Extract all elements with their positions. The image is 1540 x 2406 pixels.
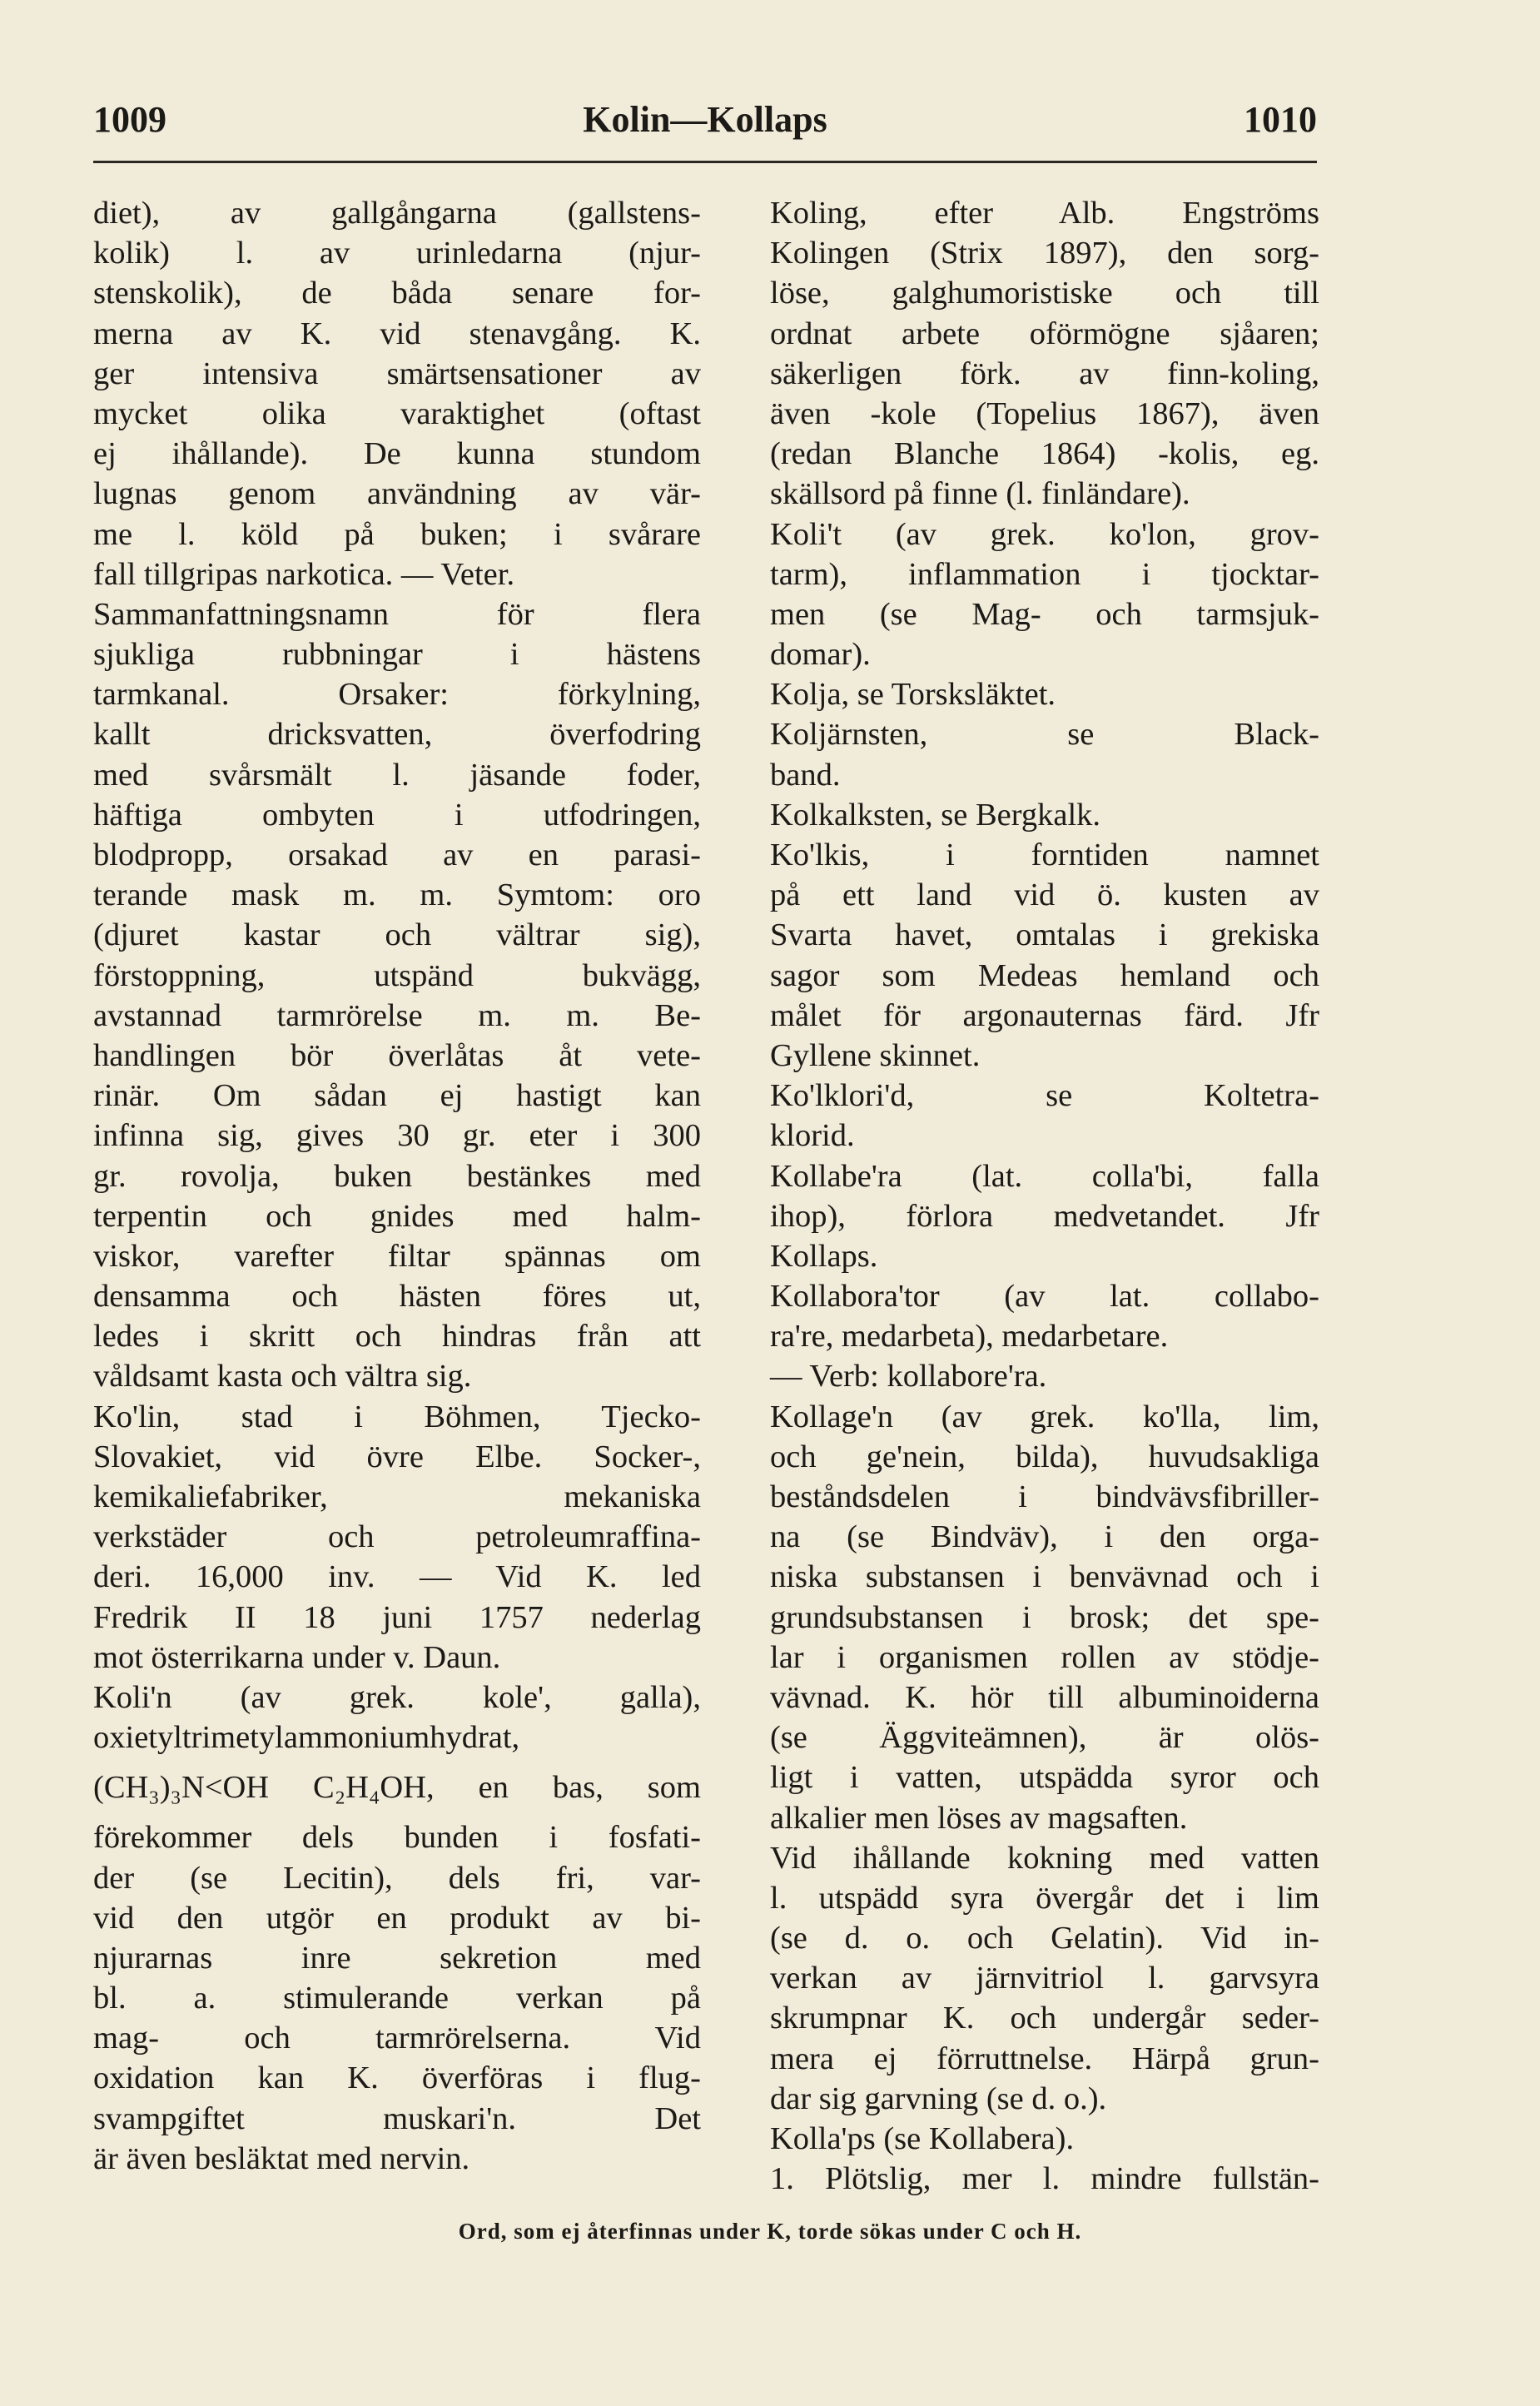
text-line: sagor som Medeas hemland och xyxy=(770,957,1319,993)
text-line: — Verb: kollabore'ra. xyxy=(770,1359,1047,1394)
text-line: kolik) l. av urinledarna (njur- xyxy=(93,236,701,271)
text-line: mot österrikarna under v. Daun. xyxy=(93,1639,501,1675)
text-line: (CH₃)₃N<OH C₂H₄OH, en bas, som xyxy=(93,1770,701,1806)
text-line: med svårsmält l. jäsande foder, xyxy=(93,757,701,793)
text-line: säkerligen förk. av finn-koling, xyxy=(770,355,1319,391)
text-line: avstannad tarmrörelse m. m. Be- xyxy=(93,997,701,1033)
text-line: ihop), förlora medvetandet. Jfr xyxy=(770,1198,1319,1234)
text-line: bl. a. stimulerande verkan på xyxy=(93,1981,701,2016)
text-line: gr. rovolja, buken bestänkes med xyxy=(93,1158,701,1194)
text-line: rinär. Om sådan ej hastigt kan xyxy=(93,1078,701,1114)
text-line: Kolja, se Torsksläktet. xyxy=(770,677,1056,713)
text-line: terpentin och gnides med halm- xyxy=(93,1198,701,1234)
header-rule xyxy=(93,161,1317,163)
text-line: skällsord på finne (l. finländare). xyxy=(770,476,1190,512)
page-footer-note: Ord, som ej återfinnas under K, torde sökas under C och H. xyxy=(458,2219,1082,2244)
text-line: merna av K. vid stenavgång. K. xyxy=(93,316,701,351)
text-line: infinna sig, gives 30 gr. eter i 300 xyxy=(93,1118,701,1154)
text-line: skrumpnar K. och undergår seder- xyxy=(770,2001,1319,2036)
text-line: Ko'lin, stad i Böhmen, Tjecko- xyxy=(93,1399,701,1434)
text-line: kallt dricksvatten, överfodring xyxy=(93,717,701,753)
text-line: oxietyltrimetylammoniumhydrat, xyxy=(93,1720,520,1756)
text-line: l. utspädd syra övergår det i lim xyxy=(770,1880,1319,1916)
text-line: verkstäder och petroleumraffina- xyxy=(93,1519,701,1555)
text-line: Vid ihållande kokning med vatten xyxy=(770,1840,1319,1876)
text-line: löse, galghumoristiske och till xyxy=(770,276,1319,311)
text-line: niska substansen i benvävnad och i xyxy=(770,1559,1319,1595)
text-line: vävnad. K. hör till albuminoiderna xyxy=(770,1679,1319,1715)
text-line: beståndsdelen i bindvävsfibriller- xyxy=(770,1479,1319,1514)
text-line: våldsamt kasta och vältra sig. xyxy=(93,1359,472,1394)
text-line: lugnas genom användning av vär- xyxy=(93,476,701,512)
text-line: densamma och hästen föres ut, xyxy=(93,1279,701,1315)
text-line: tarm), inflammation i tjocktar- xyxy=(770,556,1319,592)
text-line: Kollabora'tor (av lat. collabo- xyxy=(770,1279,1319,1315)
page-header xyxy=(93,98,1317,157)
text-line: blodpropp, orsakad av en parasi- xyxy=(93,838,701,872)
text-line: (se Äggviteämnen), är olös- xyxy=(770,1720,1319,1756)
text-line: domar). xyxy=(770,637,871,673)
text-line: ledes i skritt och hindras från att xyxy=(93,1319,701,1355)
text-line: Kollaps. xyxy=(770,1238,878,1274)
text-line: stenskolik), de båda senare for- xyxy=(93,276,701,311)
text-line: mera ej förruttnelse. Härpå grun- xyxy=(770,2041,1319,2076)
text-line: förstoppning, utspänd bukvägg, xyxy=(93,957,701,993)
text-line: terande mask m. m. Symtom: oro xyxy=(93,877,701,913)
text-line: även -kole (Topelius 1867), även xyxy=(770,395,1319,431)
text-line: Fredrik II 18 juni 1757 nederlag xyxy=(93,1599,701,1635)
text-line: band. xyxy=(770,757,841,793)
text-line: (redan Blanche 1864) -kolis, eg. xyxy=(770,436,1319,472)
text-line: alkalier men löses av magsaften. xyxy=(770,1800,1188,1836)
text-line: na (se Bindväv), i den orga- xyxy=(770,1519,1319,1555)
text-line: grundsubstansen i brosk; det spe- xyxy=(770,1599,1319,1635)
text-line: Koli'n (av grek. kole', galla), xyxy=(93,1679,701,1715)
text-line: ger intensiva smärtsensationer av xyxy=(93,355,701,391)
left-page-number: 1009 xyxy=(93,99,166,140)
text-line: me l. köld på buken; i svårare xyxy=(93,516,701,552)
text-line: deri. 16,000 inv. — Vid K. led xyxy=(93,1559,701,1595)
text-line: är även besläktat med nervin. xyxy=(93,2140,470,2176)
text-line: klorid. xyxy=(770,1118,855,1154)
text-line: tarmkanal. Orsaker: förkylning, xyxy=(93,677,701,713)
text-line: der (se Lecitin), dels fri, var- xyxy=(93,1860,701,1896)
text-line: mag- och tarmrörelserna. Vid xyxy=(93,2021,701,2056)
running-title: Kolin—Kollaps xyxy=(583,99,827,140)
text-line: lar i organismen rollen av stödje- xyxy=(770,1639,1319,1675)
text-line: mycket olika varaktighet (oftast xyxy=(93,395,701,431)
text-line: ej ihållande). De kunna stundom xyxy=(93,436,701,472)
text-line: Ko'lkis, i forntiden namnet xyxy=(770,838,1319,872)
text-line: njurarnas inre sekretion med xyxy=(93,1940,701,1976)
text-line: på ett land vid ö. kusten av xyxy=(770,877,1319,913)
text-line: Koli't (av grek. ko'lon, grov- xyxy=(770,516,1319,552)
text-line: svampgiftet muskari'n. Det xyxy=(93,2100,701,2136)
text-line: (djuret kastar och vältrar sig), xyxy=(93,917,701,953)
text-line: 1. Plötslig, mer l. mindre fullstän- xyxy=(770,2161,1319,2197)
text-line: Gyllene skinnet. xyxy=(770,1037,981,1073)
text-line: kemikaliefabriker, mekaniska xyxy=(93,1479,701,1514)
text-line: diet), av gallgångarna (gallstens- xyxy=(93,196,701,231)
text-line: verkan av järnvitriol l. garvsyra xyxy=(770,1961,1319,1996)
text-line: Kollabe'ra (lat. colla'bi, falla xyxy=(770,1158,1319,1194)
text-line: ligt i vatten, utspädda syror och xyxy=(770,1760,1319,1796)
text-line: fall tillgripas narkotica. — Veter. xyxy=(93,556,515,592)
text-line: Slovakiet, vid övre Elbe. Socker-, xyxy=(93,1439,701,1474)
text-line: Sammanfattningsnamn för flera xyxy=(93,596,701,632)
text-line: ra're, medarbeta), medarbetare. xyxy=(770,1319,1169,1355)
text-line: Kolingen (Strix 1897), den sorg- xyxy=(770,236,1319,271)
text-line: men (se Mag- och tarmsjuk- xyxy=(770,596,1319,632)
text-line: förekommer dels bunden i fosfati- xyxy=(93,1820,701,1856)
text-line: Koljärnsten, se Black- xyxy=(770,717,1319,753)
left-column xyxy=(93,193,701,2179)
text-line: Kolla'ps (se Kollabera). xyxy=(770,2121,1075,2156)
text-line: Svarta havet, omtalas i grekiska xyxy=(770,917,1319,953)
text-line: ordnat arbete oförmögne sjåaren; xyxy=(770,316,1319,351)
text-line: målet för argonauternas färd. Jfr xyxy=(770,997,1319,1033)
text-line: handlingen bör överlåtas åt vete- xyxy=(93,1037,701,1073)
text-line: dar sig garvning (se d. o.). xyxy=(770,2080,1107,2116)
text-line: Koling, efter Alb. Engströms xyxy=(770,196,1319,231)
text-line: vid den utgör en produkt av bi- xyxy=(93,1900,701,1936)
right-page-number: 1010 xyxy=(1244,99,1317,140)
text-line: sjukliga rubbningar i hästens xyxy=(93,637,701,673)
text-line: Kollage'n (av grek. ko'lla, lim, xyxy=(770,1399,1319,1434)
text-line: och ge'nein, bilda), huvudsakliga xyxy=(770,1439,1319,1474)
text-line: (se d. o. och Gelatin). Vid in- xyxy=(770,1921,1319,1956)
text-line: Ko'lklori'd, se Koltetra- xyxy=(770,1078,1319,1114)
text-line: häftiga ombyten i utfodringen, xyxy=(93,797,701,833)
text-line: Kolkalksten, se Bergkalk. xyxy=(770,797,1101,833)
text-line: viskor, varefter filtar spännas om xyxy=(93,1238,701,1274)
text-line: oxidation kan K. överföras i flug- xyxy=(93,2061,701,2096)
right-column xyxy=(770,193,1319,2199)
